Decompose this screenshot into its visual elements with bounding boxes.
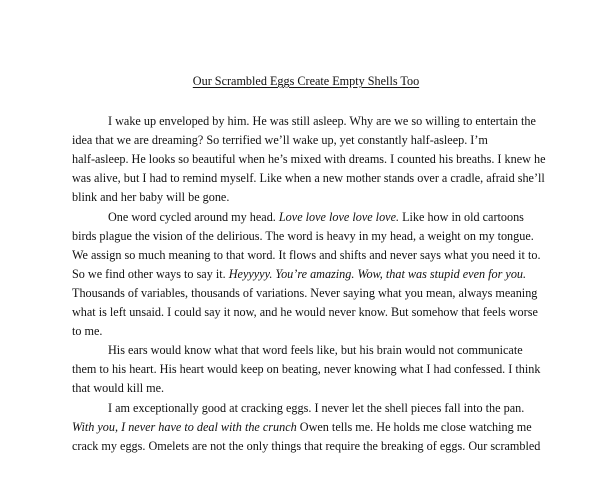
text-line bbox=[72, 439, 540, 453]
line-text: to me. bbox=[72, 324, 103, 339]
line-text: blink and her baby will be gone. bbox=[72, 190, 230, 205]
text-line bbox=[72, 133, 488, 147]
line-text: I am exceptionally good at cracking eggs. I never let the shell pieces fall into the pan. bbox=[108, 400, 525, 415]
line-text: I wake up enveloped by him. He was still asleep. Why are we so willing to entertain the bbox=[108, 114, 536, 128]
italic-text: Love love love love love. bbox=[278, 209, 400, 224]
line-text: them to his heart. His heart would keep on beating, never knowing what I had confessed. I think bbox=[72, 362, 541, 377]
line-text: that would kill me. bbox=[72, 381, 165, 396]
text-line bbox=[72, 381, 164, 395]
text-line bbox=[108, 343, 523, 357]
document-title bbox=[0, 74, 612, 88]
line-text: We assign so much meaning to that word. It flows and shifts and never says what you need it to. bbox=[72, 247, 541, 262]
italic-text: Heyyyyy. You’re amazing. Wow, that was stupid even for you. bbox=[228, 266, 527, 281]
line-text: Thousands of variables, thousands of variations. Never saying what you mean, always meaning bbox=[72, 285, 538, 300]
text-line bbox=[72, 420, 532, 434]
text-line bbox=[72, 171, 545, 185]
document-title-text: Our Scrambled Eggs Create Empty Shells Too bbox=[192, 74, 420, 88]
line-text: Owen tells me. He holds me close watching me bbox=[296, 419, 532, 434]
text-line bbox=[72, 362, 540, 376]
text-line bbox=[72, 267, 526, 281]
line-text: half-asleep. He looks so beautiful when he’s mixed with dreams. I counted his breaths. I knew he bbox=[72, 152, 546, 167]
line-text: crack my eggs. Omelets are not the only things that require the breaking of eggs. Our scrambled bbox=[72, 438, 541, 453]
text-line bbox=[72, 286, 537, 300]
italic-text: With you, I never have to deal with the crunch bbox=[72, 419, 297, 434]
line-text: Like how in old cartoons bbox=[399, 209, 524, 224]
text-line bbox=[72, 248, 541, 262]
line-text: idea that we are dreaming? So terrified we’ll wake up, yet constantly half-asleep. I’m bbox=[72, 133, 488, 148]
line-text: His ears would know what that word feels like, but his brain would not communicate bbox=[108, 343, 523, 358]
text-line bbox=[108, 210, 524, 224]
line-text: One word cycled around my head. bbox=[108, 209, 279, 224]
text-line bbox=[72, 152, 546, 166]
line-text: what is left unsaid. I could say it now, and he would never know. But somehow that feels worse bbox=[72, 305, 538, 319]
text-line bbox=[72, 305, 538, 319]
text-line bbox=[108, 401, 524, 415]
line-text: was alive, but I had to remind myself. Like when a new mother stands over a cradle, afraid she’ll bbox=[72, 171, 545, 186]
text-line bbox=[72, 324, 102, 338]
text-line bbox=[72, 229, 534, 243]
text-line bbox=[72, 190, 229, 204]
text-line bbox=[108, 114, 536, 128]
line-text: So we find other ways to say it. bbox=[72, 266, 229, 281]
line-text: birds plague the vision of the delirious. The word is heavy in my head, a weight on my tongue. bbox=[72, 228, 534, 243]
